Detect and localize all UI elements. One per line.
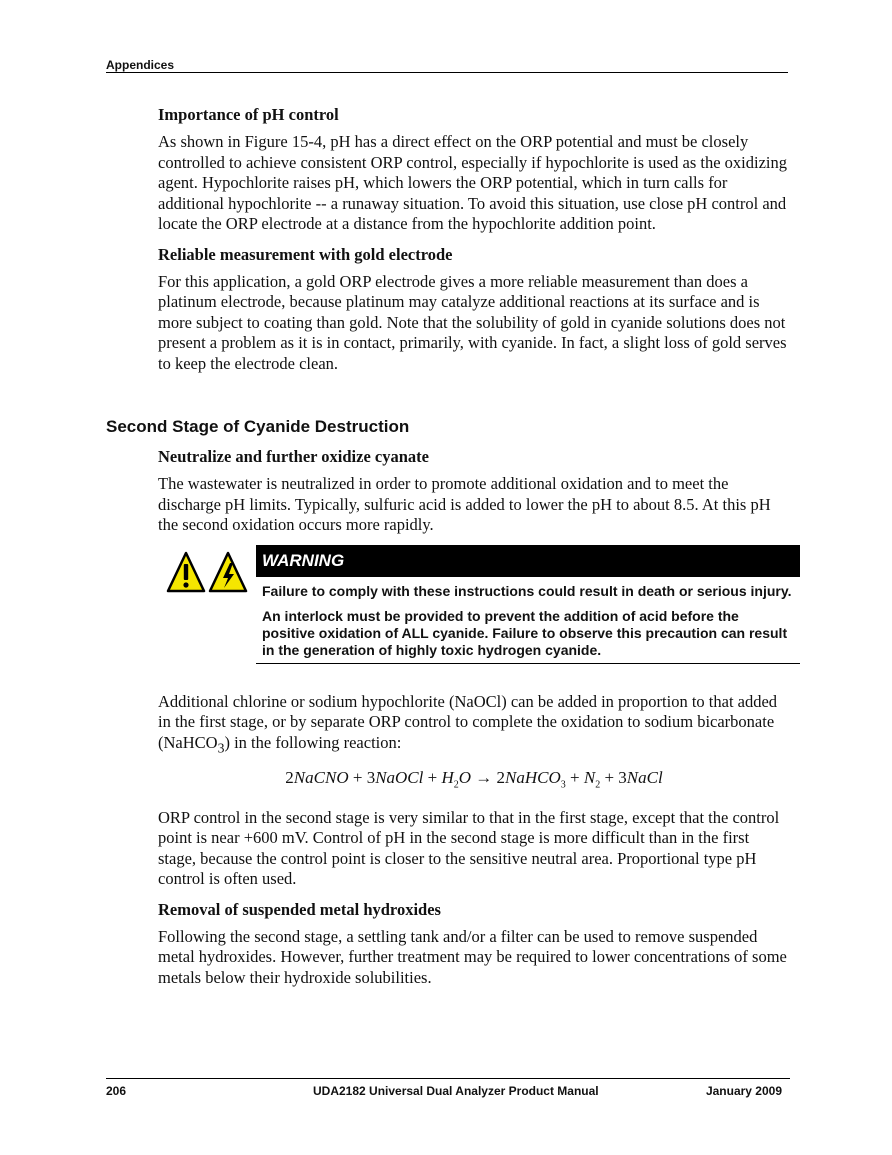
eq-term-2: NaOCl <box>375 768 424 788</box>
eq-term-3-sub: 2 <box>453 779 459 791</box>
eq-term-5-sub: 2 <box>595 779 601 791</box>
chlorine-subscript: 3 <box>217 739 225 755</box>
eq-term-4-sub: 3 <box>560 779 566 791</box>
gold-electrode-paragraph: For this application, a gold ORP electrode gives a more reliable measurement than does a platinum electrode, because platinum may catalyze additional reactions at its surface and is more subject to coating than gold. Note that the solubility of gold in cyanide solutions does not present a problem as it is in contact, primarily, with cyanide. In fact, a slight loss of gold serves to keep the electrode clean. <box>158 271 787 373</box>
gold-electrode-heading: Reliable measurement with gold electrode <box>158 244 453 264</box>
warning-icons <box>166 551 250 595</box>
chlorine-text-post: ) in the following reaction: <box>224 732 402 752</box>
eq-term-3b: O <box>458 768 472 788</box>
page-footer <box>106 1078 790 1098</box>
eq-op-3: + <box>570 768 580 788</box>
warning-title: WARNING <box>256 545 800 577</box>
running-header <box>106 58 788 73</box>
eq-term-5: N <box>583 768 596 788</box>
reaction-equation <box>158 767 790 796</box>
chlorine-text-pre: Additional chlorine or sodium hypochlorite (NaOCl) can be added in proportion to that added in the first stage, or by separate ORP control to complete the oxidation to sodium bicarbonate (NaHCO <box>158 691 778 752</box>
eq-term-1: NaCNO <box>293 768 349 788</box>
manual-title: UDA2182 Universal Dual Analyzer Product Manual <box>313 1084 599 1098</box>
eq-op-4: + <box>604 768 615 788</box>
second-stage-heading: Second Stage of Cyanide Destruction <box>106 417 410 436</box>
eq-term-6: NaCl <box>626 768 663 788</box>
warning-text <box>256 577 800 659</box>
ph-control-paragraph: As shown in Figure 15-4, pH has a direct effect on the ORP potential and must be closely controlled to achieve consistent ORP control, especially if hypochlorite is used as the oxidizing agent. Hypochlorite raises pH, which lowers the ORP potential, which in turn calls for additional hypochlorite -- a runaway situation. To avoid this situation, use close pH control and locate the ORP electrode at a distance from the hypochlorite addition point. <box>158 132 787 233</box>
eq-coef-2: 3 <box>366 768 376 788</box>
chlorine-paragraph <box>158 692 790 759</box>
eq-term-3a: H <box>441 768 454 788</box>
eq-term-4: NaHCO <box>505 768 561 788</box>
general-warning-icon <box>168 553 204 591</box>
eq-coef-6: 3 <box>618 768 627 788</box>
electrical-hazard-icon <box>210 553 246 591</box>
removal-paragraph: Following the second stage, a settling tank and/or a filter can be used to remove suspended metal hydroxides. However, further treatment may be required to lower concentrations of some metals below their hydroxide solubilities. <box>158 926 787 987</box>
warning-block <box>158 545 800 686</box>
second-stage-content <box>158 446 790 997</box>
warning-box <box>256 545 800 664</box>
eq-op-1: + <box>352 768 363 788</box>
warning-line-2: An interlock must be provided to prevent the addition of acid before the positive oxidation of ALL cyanide. Failure to observe this precaution can result in the generation of highly toxic hydrogen cyanide. <box>262 607 788 658</box>
warning-line-1: Failure to comply with these instructions could result in death or serious injury. <box>262 582 792 599</box>
eq-arrow: → <box>475 768 493 788</box>
neutralize-paragraph: The wastewater is neutralized in order to promote additional oxidation and to meet the discharge pH limits. Typically, sulfuric acid is added to lower the pH to about 8.5. At this pH the second oxidation occurs more rapidly. <box>158 474 771 534</box>
removal-heading: Removal of suspended metal hydroxides <box>158 899 441 919</box>
eq-op-2: + <box>427 768 438 788</box>
ph-control-heading: Importance of pH control <box>158 105 339 124</box>
orp-control-paragraph: ORP control in the second stage is very similar to that in the first stage, except that the control point is near +600 mV. Control of pH in the second stage is more difficult than in the first stage, because the control point is closer to the sensitive neutral area. Proportional type pH control is often used. <box>158 807 780 889</box>
eq-coef-1: 2 <box>285 768 294 788</box>
page-number: 206 <box>106 1084 127 1098</box>
first-stage-notes <box>158 104 790 383</box>
eq-coef-4: 2 <box>496 768 506 788</box>
header-section-label: Appendices <box>106 58 175 72</box>
publication-date: January 2009 <box>705 1084 782 1098</box>
neutralize-heading: Neutralize and further oxidize cyanate <box>158 447 429 466</box>
